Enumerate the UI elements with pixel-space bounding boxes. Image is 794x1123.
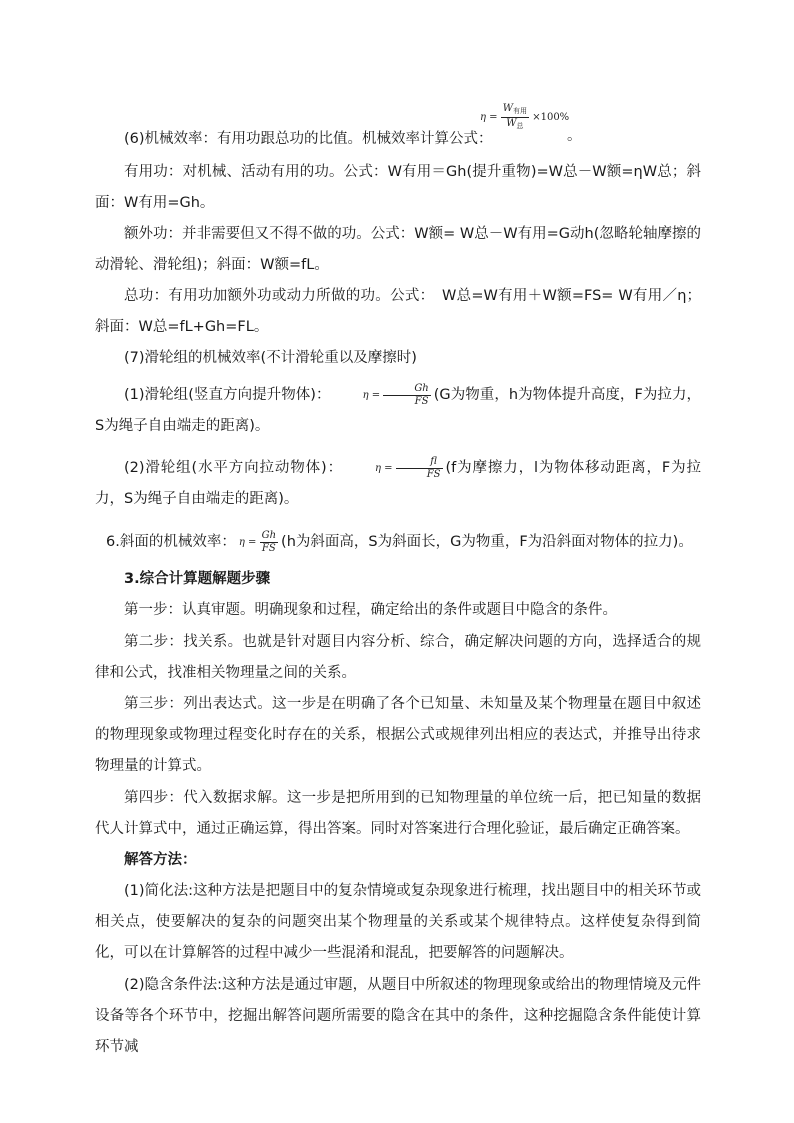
step-1-paragraph: 第一步：认真审题。明确现象和过程，确定给出的条件或题目中隐含的条件。 <box>124 602 617 618</box>
efficiency-definition <box>95 124 701 155</box>
step-2-paragraph: 第二步：找关系。也就是针对题目内容分析、综合，确定解决问题的方向，选择适合的规律和公式，找准相关物理量之间的关系。 <box>95 634 701 681</box>
pulley-efficiency-title: (7)滑轮组的机械效率(不计滑轮重以及摩擦时) <box>124 350 417 366</box>
step-3-paragraph: 第三步：列出表达式。这一步是在明确了各个已知量、未知量及某个物理量在题目中叙述的物理现象或物理过程变化时存在的关系，根据公式或规律列出相应的表达式，并推导出待求物理量的计算式。 <box>95 696 701 774</box>
method-2-paragraph: (2)隐含条件法:这种方法是通过审题，从题目中所叙述的物理现象或给出的物理情境及元件设备等各个环节中，挖掘出解答问题所需要的隐含在其中的条件，这种挖掘隐含条件能使计算环节减 <box>95 977 701 1055</box>
slope-efficiency-paragraph: 6.斜面的机械效率： η = $\frac{Gh}{FS}$ (h为斜面高，S为斜面长，G为物重，F为沿斜面对物体的拉力)。 <box>106 529 693 554</box>
useful-work-paragraph: 有用功：对机械、活动有用的功。公式：W有用＝Gh(提升重物)=W总－W额=ηW总；斜面：W有用=Gh。 <box>95 164 701 211</box>
pulley-vertical-paragraph: (1)滑轮组(竖直方向提升物体)： η = $\frac{Gh}{FS}$ (G为物重，h为物体提升高度，F为拉力，S为绳子自由端走的距离)。 <box>95 382 702 434</box>
methods-heading: 解答方法： <box>124 852 197 868</box>
pulley-horizontal-formula: η = $\frac{fl}{FS}$ <box>374 455 441 480</box>
efficiency-definition-text: (6)机械效率：有用功跟总功的比值。机械效率计算公式： <box>124 131 493 147</box>
pulley-horizontal-paragraph: (2)滑轮组(水平方向拉动物体)： η = $\frac{fl}{FS}$ (f为摩擦力，l为物体移动距离，F为拉力，S为绳子自由端走的距离)。 <box>95 455 701 507</box>
efficiency-period: 。 <box>567 128 582 144</box>
pulley-vertical-formula: η = $\frac{Gh}{FS}$ <box>362 382 429 407</box>
step-4-paragraph: 第四步：代入数据求解。这一步是把所用到的已知物理量的单位统一后，把已知量的数据代人计算式中，通过正确运算，得出答案。同时对答案进行合理化验证，最后确定正确答案。 <box>95 790 701 837</box>
efficiency-formula: η = $\frac{W_{有用}}{W_总}$ ×100% <box>480 103 570 130</box>
slope-formula: η = $\frac{Gh}{FS}$ <box>238 529 277 554</box>
total-work-paragraph: 总功：有用功加额外功或动力所做的功。公式： W总=W有用＋W额=FS= W有用／η；斜面：W总=fL+Gh=FL。 <box>95 288 701 335</box>
method-1-paragraph: (1)简化法:这种方法是把题目中的复杂情境或复杂现象进行梳理，找出题目中的相关环节或相关点，使要解决的复杂的问题突出某个物理量的关系或某个规律特点。这样使复杂得到简化，可以在计算解答的过程中减少一些混淆和混乱，把要解答的问题解决。 <box>95 883 701 961</box>
extra-work-paragraph: 额外功：并非需要但又不得不做的功。公式：W额= W总－W有用=G动h(忽略轮轴摩擦的动滑轮、滑轮组)；斜面：W额=fL。 <box>95 226 701 273</box>
section-3-heading: 3.综合计算题解题步骤 <box>124 571 271 587</box>
